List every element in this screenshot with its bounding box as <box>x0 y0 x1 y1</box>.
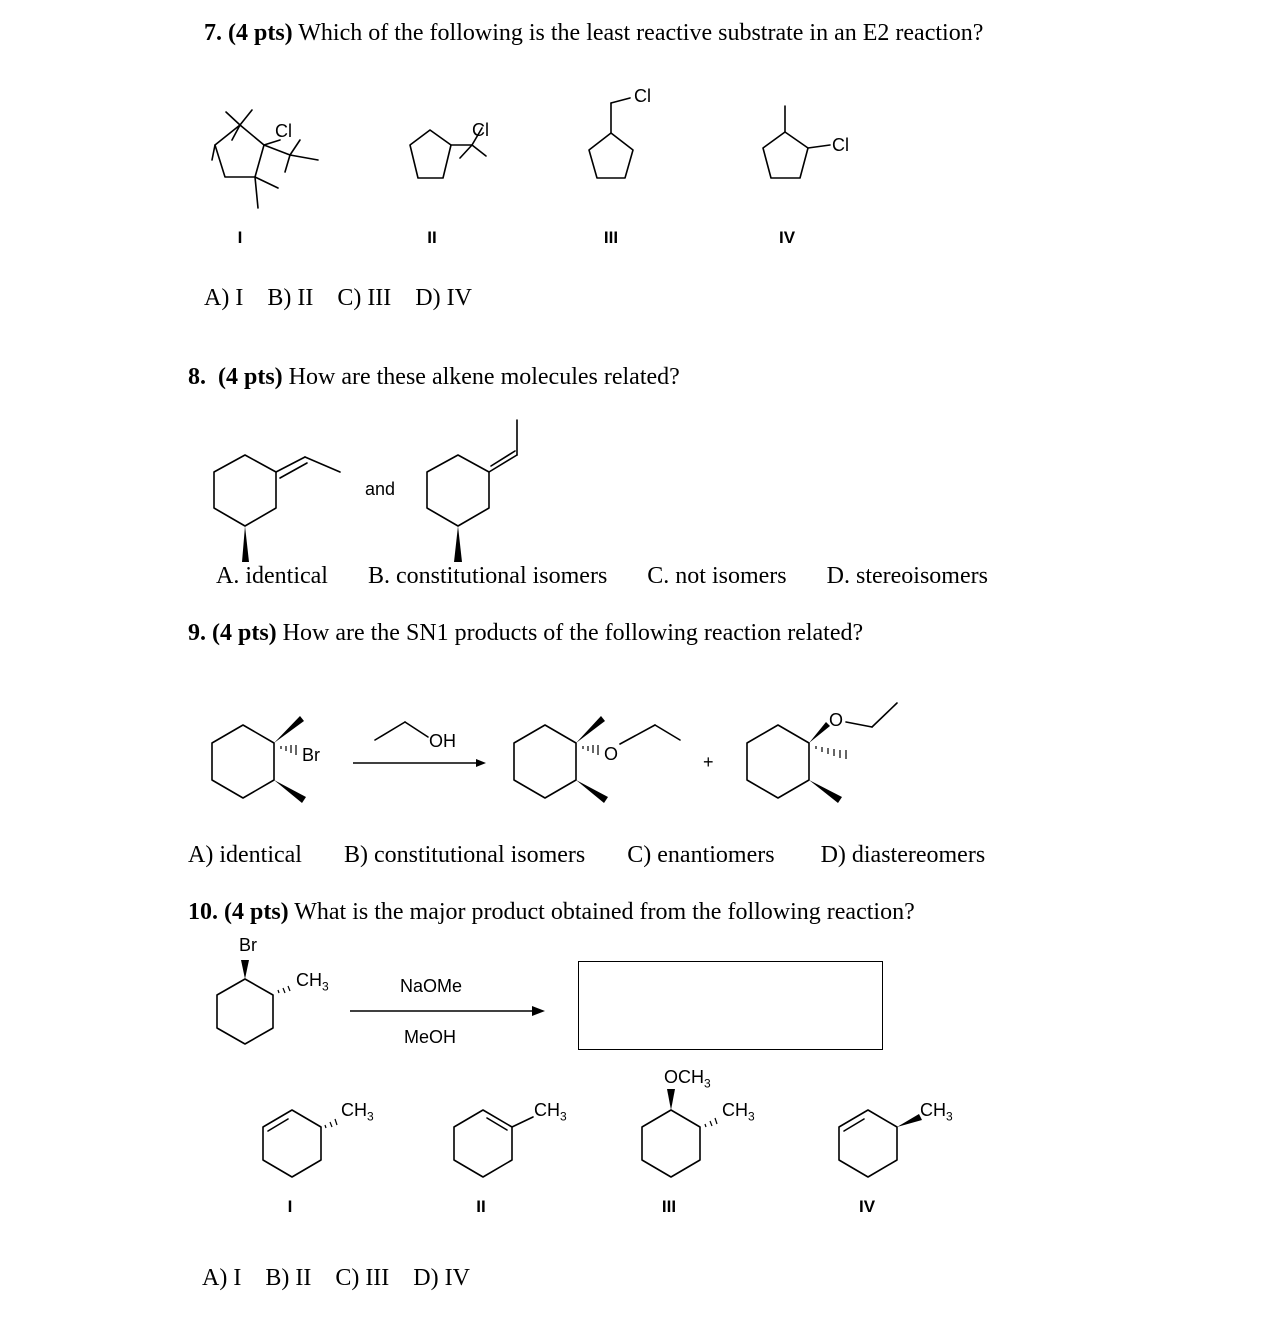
q7-label-ii: II <box>427 228 437 247</box>
q9-option-c[interactable]: C) enantiomers <box>627 842 775 868</box>
q8-alkene-2 <box>427 420 517 562</box>
q7-label-i: I <box>237 228 243 247</box>
q9-product-1 <box>514 716 680 803</box>
q8-option-b[interactable]: B. constitutional isomers <box>367 563 608 589</box>
q9-arrow <box>353 759 486 767</box>
q8-option-c[interactable]: C. not isomers <box>647 563 787 589</box>
q8-option-d[interactable]: D. stereoisomers <box>826 563 988 589</box>
q10-label-iv: IV <box>858 1197 876 1216</box>
q9-reactant <box>212 716 306 803</box>
q10-text: What is the major product obtained from the following reaction? <box>294 899 915 925</box>
q7-cl-iv: Cl <box>832 135 849 155</box>
q8-points: (4 pts) <box>218 364 283 390</box>
q10-reagent-naome: NaOMe <box>400 976 463 996</box>
q9-product2-o: O <box>829 710 844 730</box>
q10-choice-iii-och3: $OCH_3$ <box>664 1067 711 1091</box>
q9-option-a[interactable]: A) identical <box>188 842 302 868</box>
q10-choice-iii <box>642 1089 717 1177</box>
q10-answer-box[interactable] <box>578 961 883 1050</box>
q8-number: 8. <box>188 364 206 390</box>
q7-points: (4 pts) <box>228 20 293 46</box>
q10-arrow <box>350 1006 545 1016</box>
q10-choice-iv-ch3: $CH_3$ <box>920 1100 953 1124</box>
q7-label-iv: IV <box>778 228 796 247</box>
q7-option-b[interactable]: B) II <box>267 285 314 311</box>
q10-choice-i <box>263 1110 337 1177</box>
q7-option-d[interactable]: D) IV <box>415 285 472 311</box>
q10-choice-ii <box>454 1110 533 1177</box>
q7-cl-i: Cl <box>275 121 292 141</box>
q10-option-b[interactable]: B) II <box>265 1265 312 1291</box>
q10-options <box>202 1265 488 1292</box>
q7-structure-iii <box>589 98 633 178</box>
q7-number: 7. <box>204 20 222 46</box>
q10-points: (4 pts) <box>224 899 289 925</box>
q9-reagent-oh: OH <box>429 731 456 751</box>
q7-structure-i <box>212 110 318 208</box>
q8-prompt <box>188 364 680 391</box>
q8-and: and <box>365 479 396 499</box>
q7-option-a[interactable]: A) I <box>204 285 244 311</box>
q10-option-c[interactable]: C) III <box>335 1265 390 1291</box>
q9-points: (4 pts) <box>212 620 277 646</box>
q9-plus: + <box>703 752 714 772</box>
q9-product1-o: O <box>604 744 619 764</box>
q10-reactant-ch3: $CH_3$ <box>296 970 329 994</box>
q9-option-d[interactable]: D) diastereomers <box>820 842 986 868</box>
q10-number: 10. <box>188 899 218 925</box>
q9-option-b[interactable]: B) constitutional isomers <box>343 842 586 868</box>
q9-prompt <box>188 620 863 647</box>
q10-label-ii: II <box>476 1197 486 1216</box>
q7-structure-iv <box>763 106 830 178</box>
q7-options <box>204 285 490 312</box>
q7-option-c[interactable]: C) III <box>337 285 392 311</box>
q10-label-iii: III <box>661 1197 677 1216</box>
q10-choice-iii-ch3: $CH_3$ <box>722 1100 755 1124</box>
q7-text: Which of the following is the least reactive substrate in an E2 reaction? <box>298 20 984 46</box>
q10-prompt <box>188 899 915 926</box>
q10-label-i: I <box>287 1197 293 1216</box>
q8-text: How are these alkene molecules related? <box>288 364 680 390</box>
q8-options <box>216 563 988 590</box>
q10-reactant-br: Br <box>239 935 257 955</box>
q10-choice-ii-ch3: $CH_3$ <box>534 1100 567 1124</box>
q7-cl-iii: Cl <box>634 86 651 106</box>
q8-alkene-1 <box>214 455 340 562</box>
q9-br: Br <box>302 745 320 765</box>
q10-option-a[interactable]: A) I <box>202 1265 242 1291</box>
q10-choice-iv <box>839 1110 922 1177</box>
q8-option-a[interactable]: A. identical <box>216 563 328 589</box>
q9-product-2 <box>747 703 897 803</box>
q7-label-iii: III <box>603 228 619 247</box>
q10-option-d[interactable]: D) IV <box>413 1265 470 1291</box>
q9-options <box>188 842 985 869</box>
q10-reagent-meoh: MeOH <box>404 1027 457 1047</box>
q9-text: How are the SN1 products of the following reaction related? <box>282 620 864 646</box>
q10-reactant <box>217 960 290 1044</box>
q9-reagent-ethanol <box>375 722 428 740</box>
q10-choice-i-ch3: $CH_3$ <box>341 1100 374 1124</box>
q7-cl-ii: Cl <box>472 120 489 140</box>
q9-number: 9. <box>188 620 206 646</box>
